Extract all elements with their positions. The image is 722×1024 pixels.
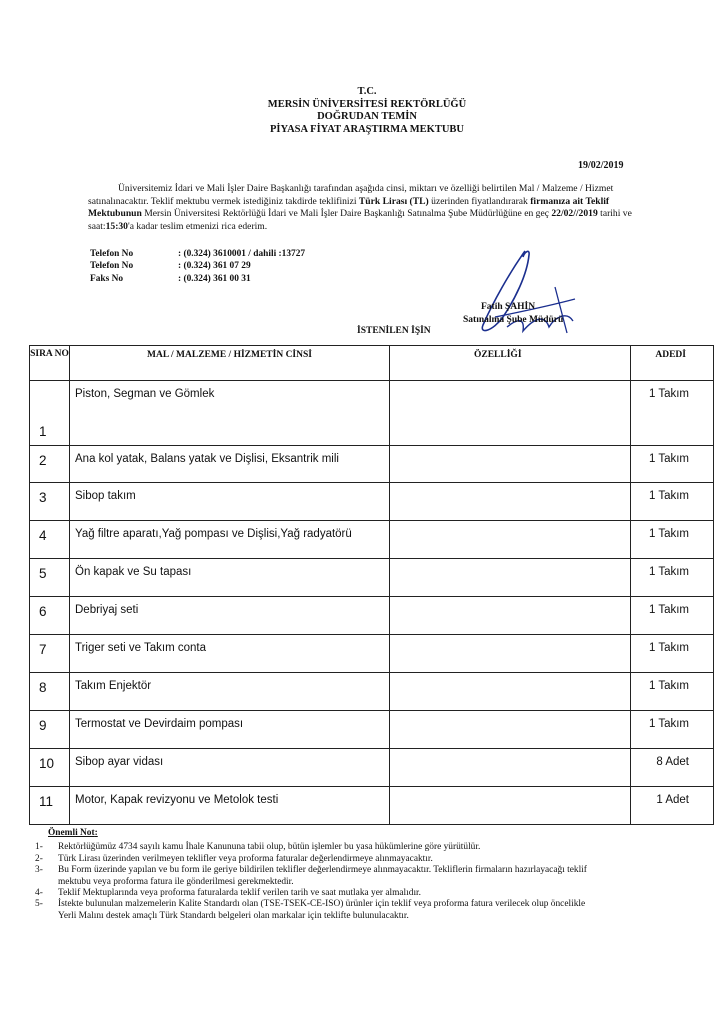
signatory-name: Fatih ŞAHİN — [481, 302, 536, 312]
notes-title: Önemli Not: — [48, 828, 98, 838]
note-number: 1- — [35, 842, 43, 853]
table-row — [30, 381, 714, 446]
note-text: Türk Lirası üzerinden verilmeyen teklifler veya proforma faturalar değerlendirmeye alınmayacaktır. — [58, 853, 433, 864]
row-quantity: 1 Takım — [631, 711, 714, 749]
row-ozellik — [390, 597, 631, 635]
row-number: 5 — [30, 559, 70, 597]
section-title: İSTENİLEN İŞİN — [357, 326, 431, 336]
table-row — [30, 749, 714, 787]
notes-title-text: Önemli Not — [48, 828, 95, 838]
table-row — [30, 635, 714, 673]
header-tc: T.C. — [357, 86, 377, 97]
signatory-title: Satınalma Şube Müdürü — [463, 315, 564, 325]
table-row — [30, 673, 714, 711]
row-number: 9 — [30, 711, 70, 749]
row-ozellik — [390, 446, 631, 483]
intro-bold-currency: Türk Lirası (TL) — [358, 195, 429, 207]
contact-row — [90, 248, 305, 260]
note-text: İstekte bulunulan malzemelerin Kalite Standardı olan (TSE-TSEK-CE-ISO) ürünler için teklif veya proforma fatura verilecek olup öncelikle Yerli Malını destek amaçlı Türk Standardı belgeleri olan markalar için teklifte bulunulacaktır. — [58, 899, 586, 921]
row-quantity: 1 Takım — [631, 483, 714, 521]
contact-label: Telefon No — [90, 249, 134, 259]
intro-bold-letter: firmanıza ait Teklif Mektubunun — [88, 195, 610, 220]
table-row — [30, 559, 714, 597]
note-text: Teklif Mektuplarında veya proforma faturalarda teklif verilen tarih ve saat mutlaka yer almalıdır. — [58, 888, 421, 899]
row-item-name: Termostat ve Devirdaim pompası — [70, 711, 390, 749]
header-procurement-type: DOĞRUDAN TEMİN — [317, 111, 417, 122]
row-quantity: 8 Adet — [631, 749, 714, 787]
row-quantity: 1 Takım — [631, 521, 714, 559]
header-sira-no: SIRA NO — [30, 346, 70, 381]
intro-deadline-time: 15:30 — [105, 220, 128, 232]
row-item-name: Takım Enjektör — [70, 673, 390, 711]
row-number: 2 — [30, 446, 70, 483]
row-item-name: Triger seti ve Takım conta — [70, 635, 390, 673]
note-item — [35, 842, 595, 853]
note-number: 4- — [35, 888, 43, 899]
note-number: 2- — [35, 853, 43, 864]
row-item-name: Debriyaj seti — [70, 597, 390, 635]
header-university: MERSİN ÜNİVERSİTESİ REKTÖRLÜĞÜ — [267, 98, 467, 110]
table-row — [30, 521, 714, 559]
row-item-name: Yağ filtre aparatı,Yağ pompası ve Dişlisi,Yağ radyatörü — [70, 521, 390, 559]
note-number: 5- — [35, 899, 43, 910]
important-notes — [35, 828, 595, 922]
table-row — [30, 446, 714, 483]
table-row — [30, 787, 714, 825]
intro-text-1: Üniversitemiz İdari ve Mali İşler Daire Başkanlığı tarafından aşağıda cinsi, miktarı ve özelliği belirtilen Mal / Malzeme / Hizmet satınalınacaktır. Teklif mektubu vermek istediğiniz takdirde teklifinizi — [88, 183, 614, 207]
row-quantity: 1 Adet — [631, 787, 714, 825]
row-quantity: 1 Takım — [631, 635, 714, 673]
table-row — [30, 597, 714, 635]
row-quantity: 1 Takım — [631, 559, 714, 597]
row-ozellik — [390, 521, 631, 559]
contact-value: : (0.324) 361 00 31 — [178, 273, 251, 284]
row-ozellik — [390, 749, 631, 787]
table-row — [30, 483, 714, 521]
contact-value: : (0.324) 3610001 / dahili :13727 — [178, 249, 306, 259]
document-header — [0, 86, 722, 136]
intro-deadline-date: 22/02//2019 — [551, 208, 598, 220]
contact-label: Telefon No — [90, 261, 134, 272]
header-mal-cinsi: MAL / MALZEME / HİZMETİN CİNSİ — [70, 346, 390, 381]
table-row — [30, 711, 714, 749]
note-item — [35, 854, 595, 865]
intro-text-2: üzerinden fiyatlandırarak — [428, 195, 531, 207]
intro-text-3: Mersin Üniversitesi Rektörlüğü İdari ve Mali İşler Daire Başkanlığı Satınalma Şube Müdürlüğüne en geç — [141, 208, 552, 220]
contact-value: : (0.324) 361 07 29 — [178, 261, 251, 272]
note-text: Bu Form üzerinde yapılan ve bu form ile geriye bildirilen teklifler değerlendirmeye alınmayacaktır. Tekliflerin firmaların hazırlayacağı teklif mektubu veya proforma fatura ile gönderilmesi gerekmektedir. — [58, 865, 587, 887]
row-number: 10 — [30, 749, 70, 787]
header-adet: ADEDİ — [631, 346, 714, 381]
row-ozellik — [390, 635, 631, 673]
row-number: 6 — [30, 597, 70, 635]
row-item-name: Ön kapak ve Su tapası — [70, 559, 390, 597]
row-item-name: Motor, Kapak revizyonu ve Metolok testi — [70, 787, 390, 825]
document-date: 19/02/2019 — [578, 160, 624, 171]
items-table — [29, 345, 714, 825]
note-item — [35, 899, 595, 922]
note-item — [35, 888, 595, 899]
row-ozellik — [390, 711, 631, 749]
contact-info — [90, 248, 305, 285]
table-header-row — [30, 346, 714, 381]
row-item-name: Piston, Segman ve Gömlek — [70, 381, 390, 446]
row-quantity: 1 Takım — [631, 446, 714, 483]
row-number: 7 — [30, 635, 70, 673]
row-number: 4 — [30, 521, 70, 559]
note-text: Rektörlüğümüz 4734 sayılı kamu İhale Kanununa tabii olup, bütün işlemler bu yasa hükümlerine göre yürütülür. — [58, 842, 481, 853]
row-number: 11 — [30, 787, 70, 825]
row-ozellik — [390, 787, 631, 825]
row-item-name: Sibop takım — [70, 483, 390, 521]
handwritten-signature — [455, 247, 595, 342]
row-quantity: 1 Takım — [631, 381, 714, 446]
row-number: 3 — [30, 483, 70, 521]
row-ozellik — [390, 483, 631, 521]
note-item — [35, 865, 595, 888]
intro-paragraph — [88, 183, 633, 233]
contact-row — [90, 260, 305, 272]
row-number: 8 — [30, 673, 70, 711]
row-item-name: Ana kol yatak, Balans yatak ve Dişlisi, Eksantrik mili — [70, 446, 390, 483]
intro-text-5: 'a kadar teslim etmenizi rica ederim. — [127, 220, 268, 232]
intro-text-4: tarihi ve saat: — [88, 208, 632, 232]
header-ozellik: ÖZELLİĞİ — [390, 346, 631, 381]
row-item-name: Sibop ayar vidası — [70, 749, 390, 787]
row-ozellik — [390, 381, 631, 446]
contact-label: Faks No — [90, 273, 124, 284]
row-quantity: 1 Takım — [631, 597, 714, 635]
row-ozellik — [390, 559, 631, 597]
note-number: 3- — [35, 865, 43, 876]
contact-row — [90, 273, 305, 285]
header-document-title: PİYASA FİYAT ARAŞTIRMA MEKTUBU — [269, 123, 464, 135]
row-number: 1 — [30, 381, 70, 446]
row-ozellik — [390, 673, 631, 711]
row-quantity: 1 Takım — [631, 673, 714, 711]
